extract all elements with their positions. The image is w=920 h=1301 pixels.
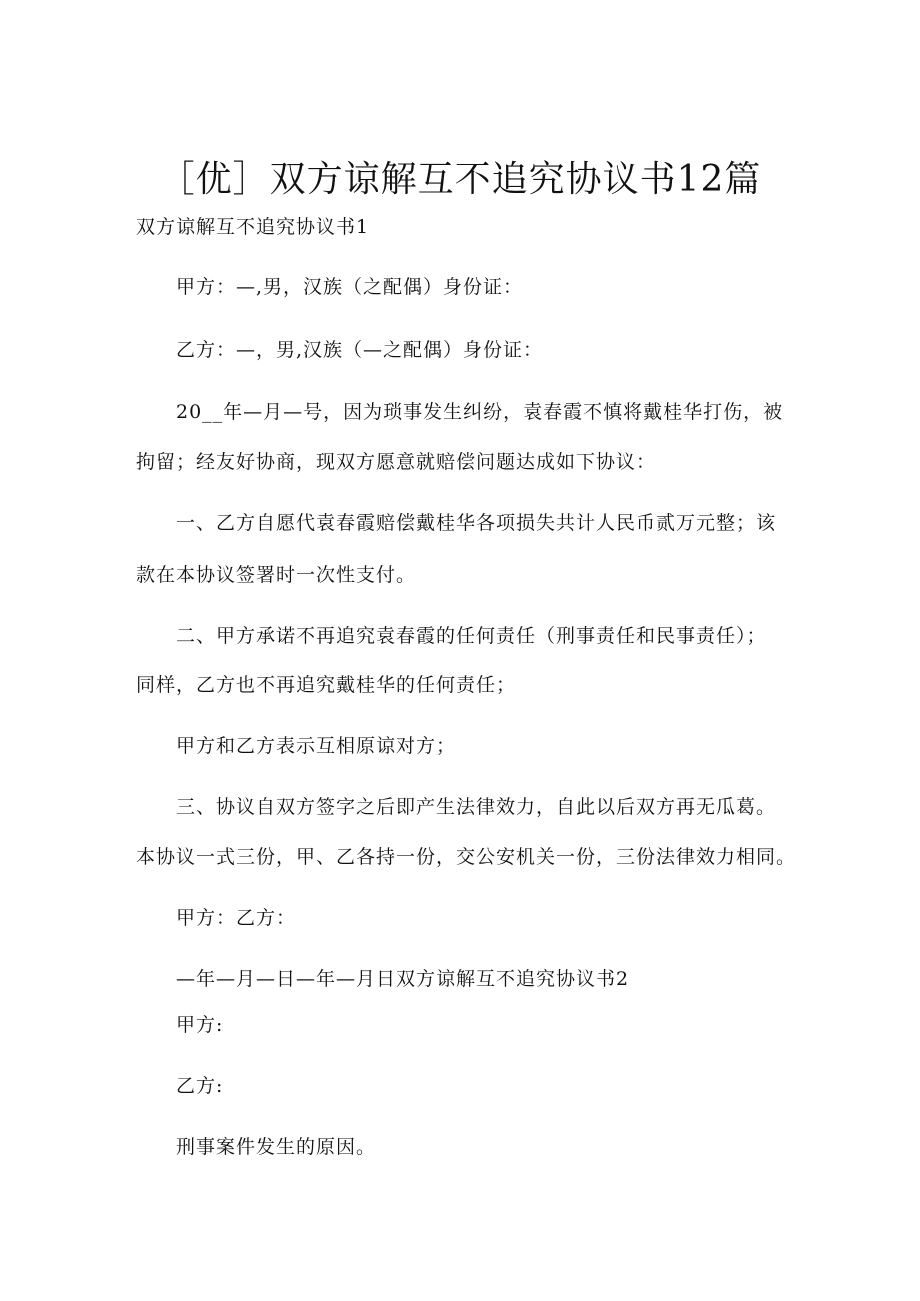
clause-1-line-2: 款在本协议签署时一次性支付。 xyxy=(136,564,417,586)
document-title: ［优］双方谅解互不追究协议书12篇 xyxy=(158,159,762,200)
clause-1-line-1: 一、乙方自愿代袁春霞赔偿戴桂华各项损失共计人民币贰万元整；该 xyxy=(176,512,777,534)
party-b-line: 乙方：—，男,汉族（—之配偶）身份证： xyxy=(176,339,544,361)
forgive-line: 甲方和乙方表示互相原谅对方； xyxy=(176,735,457,757)
date-line: —年—月—日—年—月日双方谅解互不追究协议书2 xyxy=(176,968,630,990)
incident-paragraph-line-1: 20__年—月—号，因为琐事发生纠纷，袁春霞不慎将戴桂华打伤，被 xyxy=(176,401,784,423)
doc2-party-a: 甲方: xyxy=(176,1014,224,1036)
party-a-line: 甲方：—,男，汉族（之配偶）身份证： xyxy=(176,276,524,298)
doc2-party-b: 乙方: xyxy=(176,1075,224,1097)
doc2-cause: 刑事案件发生的原因。 xyxy=(176,1136,377,1158)
clause-2-line-1: 二、甲方承诺不再追究袁春霞的任何责任（刑事责任和民事责任）； xyxy=(176,625,767,647)
section-heading-1: 双方谅解互不追究协议书1 xyxy=(136,216,370,238)
signature-line: 甲方：乙方： xyxy=(176,907,297,929)
clause-3-line-1: 三、协议自双方签字之后即产生法律效力，自此以后双方再无瓜葛。 xyxy=(176,796,777,818)
clause-3-line-2: 本协议一式三份，甲、乙各持一份，交公安机关一份，三份法律效力相同。 xyxy=(136,846,797,868)
clause-2-line-2: 同样，乙方也不再追究戴桂华的任何责任； xyxy=(136,674,517,696)
incident-paragraph-line-2: 拘留；经友好协商，现双方愿意就赔偿问题达成如下协议： xyxy=(136,451,657,473)
